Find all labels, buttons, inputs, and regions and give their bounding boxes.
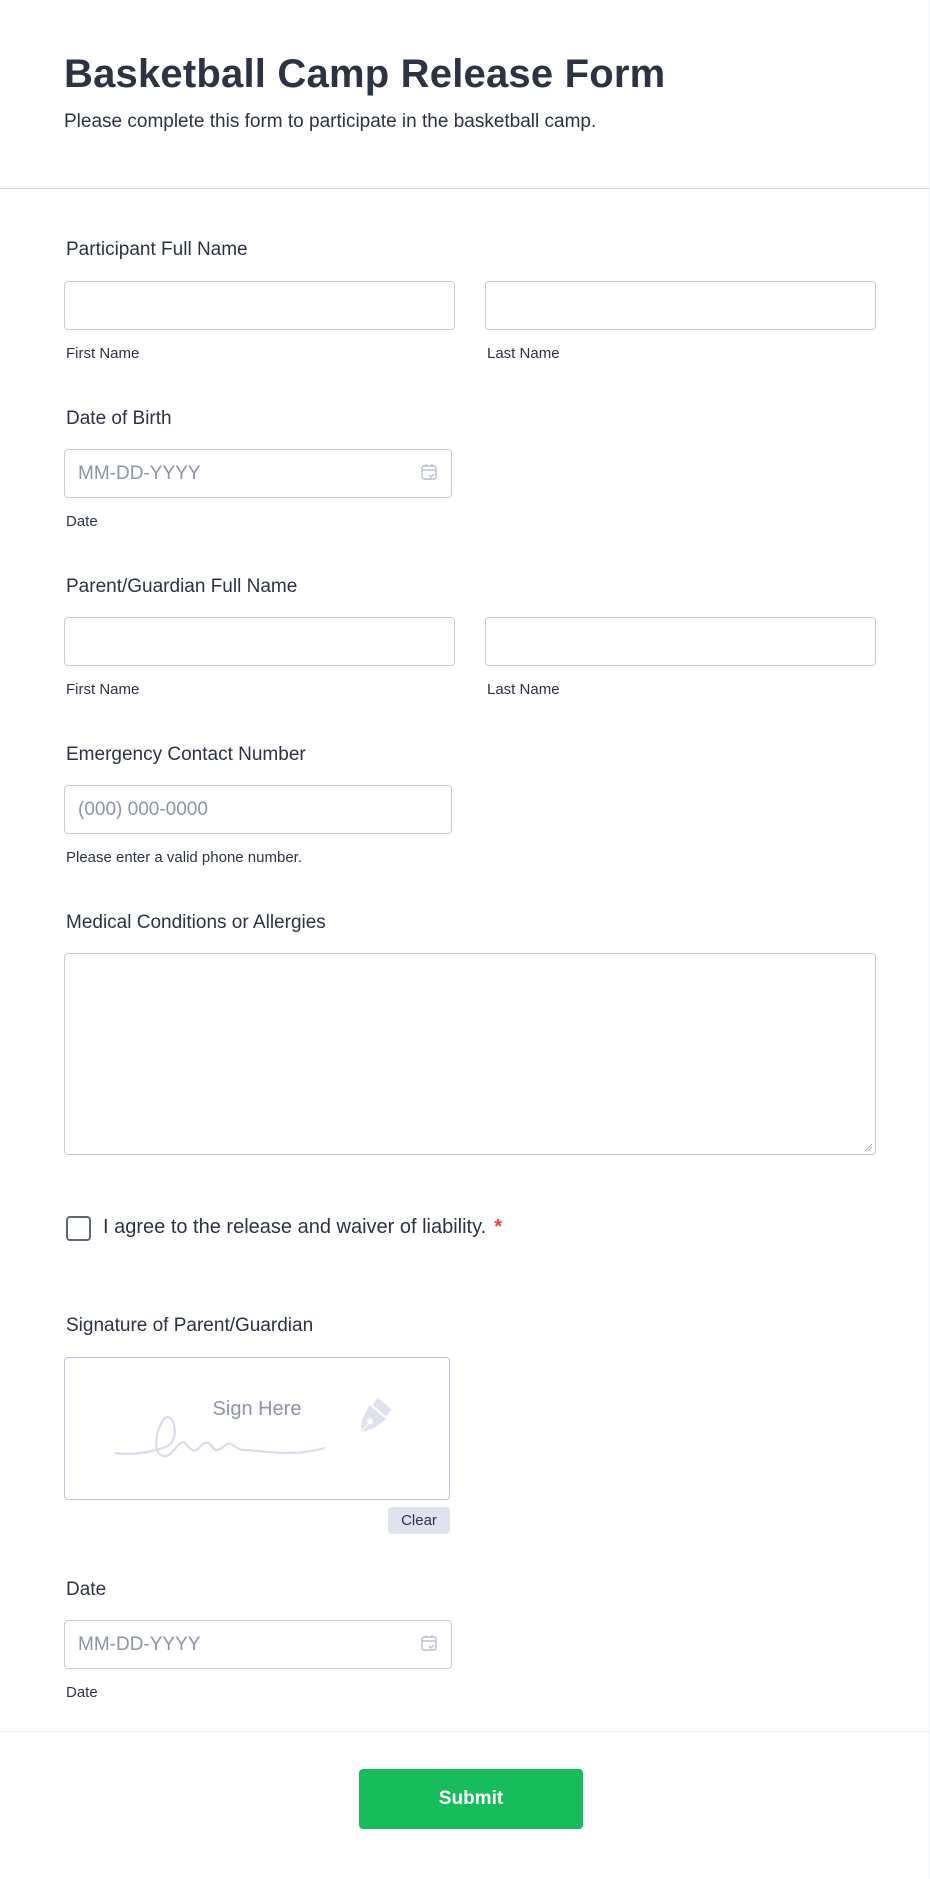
date-sublabel: Date	[66, 1684, 98, 1701]
participant-first-name-sublabel: First Name	[66, 345, 140, 362]
date-of-birth-sublabel: Date	[66, 513, 98, 530]
page-title: Basketball Camp Release Form	[64, 52, 666, 96]
participant-name-label: Participant Full Name	[66, 239, 248, 260]
pen-nib-icon	[349, 1398, 395, 1440]
agreement-label[interactable]	[103, 1216, 502, 1239]
date-of-birth-label: Date of Birth	[66, 408, 172, 429]
date-field	[64, 1620, 452, 1669]
date-of-birth-field	[64, 449, 452, 498]
date-of-birth-input[interactable]	[64, 449, 452, 498]
guardian-last-name-sublabel: Last Name	[487, 681, 560, 698]
medical-conditions-textarea[interactable]	[64, 953, 876, 1155]
guardian-first-name-input[interactable]	[64, 617, 455, 666]
medical-conditions-label: Medical Conditions or Allergies	[66, 912, 326, 933]
submit-button[interactable]: Submit	[359, 1769, 583, 1829]
agreement-label-text: I agree to the release and waiver of liability.	[103, 1216, 487, 1238]
required-asterisk: *	[494, 1216, 502, 1238]
footer-divider	[0, 1731, 930, 1732]
guardian-first-name-sublabel: First Name	[66, 681, 140, 698]
participant-first-name-input[interactable]	[64, 281, 455, 330]
clear-signature-button[interactable]: Clear	[388, 1507, 450, 1534]
calendar-icon[interactable]	[420, 1634, 438, 1652]
signature-label: Signature of Parent/Guardian	[66, 1315, 314, 1336]
participant-last-name-input[interactable]	[485, 281, 876, 330]
participant-last-name-sublabel: Last Name	[487, 345, 560, 362]
emergency-phone-input[interactable]	[64, 785, 452, 834]
medical-conditions-field	[64, 953, 876, 1155]
emergency-contact-label: Emergency Contact Number	[66, 744, 306, 765]
signature-pad[interactable]	[64, 1357, 450, 1500]
form-header	[0, 0, 930, 189]
guardian-last-name-input[interactable]	[485, 617, 876, 666]
resize-grip-icon[interactable]	[863, 1142, 873, 1152]
page-subtitle: Please complete this form to participate in the basketball camp.	[64, 111, 597, 132]
calendar-icon[interactable]	[420, 463, 438, 481]
agreement-checkbox[interactable]	[66, 1216, 91, 1241]
signature-placeholder: Sign Here	[212, 1398, 302, 1420]
emergency-phone-sublabel: Please enter a valid phone number.	[66, 849, 302, 866]
date-input[interactable]	[64, 1620, 452, 1669]
guardian-name-label: Parent/Guardian Full Name	[66, 576, 298, 597]
date-label: Date	[66, 1579, 107, 1600]
